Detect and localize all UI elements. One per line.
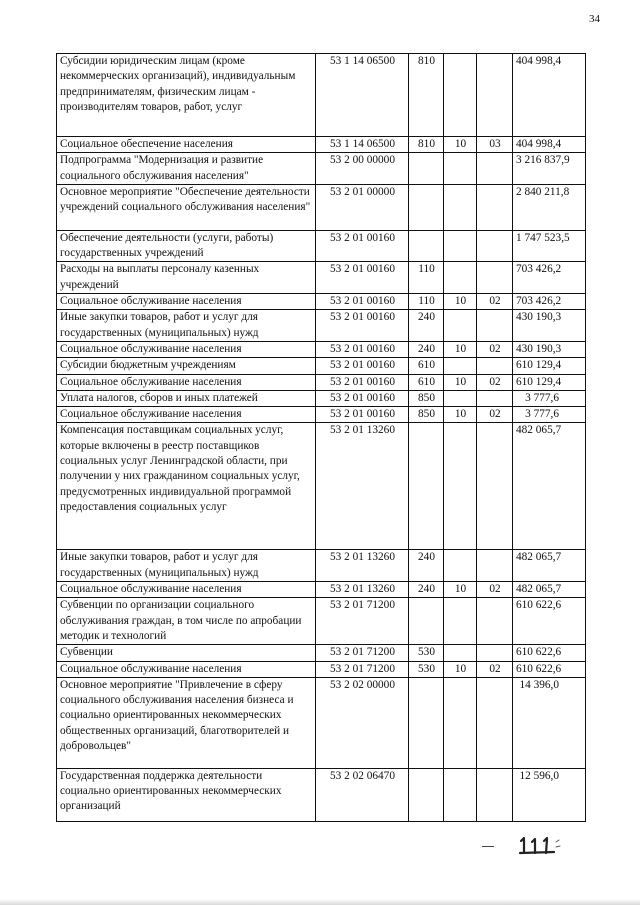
cell-vr (409, 768, 444, 821)
cell-name: Обеспечение деятельности (услуги, работы) государственных учреждений (57, 230, 316, 262)
cell-sum: 404 998,4 (513, 137, 586, 153)
table-row (57, 550, 586, 582)
cell-name: Иные закупки товаров, работ и услуг для государственных (муниципальных) нужд (57, 310, 316, 342)
cell-rz: 10 (444, 582, 477, 598)
cell-sum: 3 777,6 (513, 407, 586, 423)
cell-sum: 610 622,6 (513, 598, 586, 645)
cell-vr: 110 (409, 294, 444, 310)
cell-rz (444, 768, 477, 821)
table-row (57, 310, 586, 342)
cell-code: 53 2 01 71200 (316, 598, 409, 645)
cell-rz: 10 (444, 661, 477, 677)
cell-name: Социальное обслуживание населения (57, 661, 316, 677)
cell-pr (477, 184, 513, 230)
cell-vr: 530 (409, 661, 444, 677)
cell-rz (444, 184, 477, 230)
cell-sum: 703 426,2 (513, 294, 586, 310)
cell-rz (444, 677, 477, 768)
table-row (57, 677, 586, 768)
cell-code: 53 2 01 00160 (316, 230, 409, 262)
cell-vr: 240 (409, 582, 444, 598)
cell-name: Иные закупки товаров, работ и услуг для государственных (муниципальных) нужд (57, 550, 316, 582)
cell-rz: 10 (444, 137, 477, 153)
cell-sum: 3 216 837,9 (513, 153, 586, 185)
table-row (57, 262, 586, 294)
table-row (57, 230, 586, 262)
cell-rz: 10 (444, 407, 477, 423)
cell-rz (444, 423, 477, 550)
table-row (57, 598, 586, 645)
cell-code: 53 2 01 00160 (316, 310, 409, 342)
cell-pr: 02 (477, 407, 513, 423)
cell-name: Подпрограмма "Модернизация и развитие социального обслуживания населения" (57, 153, 316, 185)
cell-name: Государственная поддержка деятельности социально ориентированных некоммерческих организаций (57, 768, 316, 821)
cell-rz: 10 (444, 341, 477, 357)
cell-vr: 240 (409, 550, 444, 582)
table-row (57, 184, 586, 230)
cell-sum: 610 129,4 (513, 358, 586, 374)
cell-rz (444, 550, 477, 582)
cell-vr: 810 (409, 54, 444, 137)
cell-rz (444, 153, 477, 185)
cell-pr (477, 390, 513, 406)
cell-rz: 10 (444, 374, 477, 390)
cell-code: 53 2 01 00000 (316, 184, 409, 230)
cell-rz (444, 310, 477, 342)
cell-sum: 404 998,4 (513, 54, 586, 137)
cell-pr (477, 358, 513, 374)
cell-sum: 1 747 523,5 (513, 230, 586, 262)
cell-vr (409, 230, 444, 262)
cell-vr (409, 423, 444, 550)
cell-code: 53 2 01 00160 (316, 390, 409, 406)
cell-pr (477, 54, 513, 137)
handwritten-page-mark-icon (518, 834, 564, 856)
budget-table (56, 53, 586, 822)
cell-name: Компенсация поставщикам социальных услуг, которые включены в реестр поставщиков социальных услуг Ленинградской области, при получении у них гражданином социальных услуг, предусмотренных индивидуальной программой предоставления социальных услуг (57, 423, 316, 550)
cell-vr (409, 153, 444, 185)
cell-vr: 610 (409, 358, 444, 374)
table-row (57, 407, 586, 423)
cell-rz (444, 54, 477, 137)
cell-name: Основное мероприятие "Привлечение в сферу социального обслуживания населения бизнеса и социально ориентированных некоммерческих общественных организаций, благотворителей и добровольцев" (57, 677, 316, 768)
table-row (57, 374, 586, 390)
cell-code: 53 2 02 06470 (316, 768, 409, 821)
page-number: 34 (589, 13, 600, 25)
cell-pr: 02 (477, 582, 513, 598)
table-row (57, 137, 586, 153)
cell-pr (477, 598, 513, 645)
table-row (57, 582, 586, 598)
cell-rz (444, 358, 477, 374)
cell-pr (477, 230, 513, 262)
cell-name: Субвенции (57, 645, 316, 661)
cell-pr (477, 262, 513, 294)
cell-name: Основное мероприятие "Обеспечение деятельности учреждений социального обслуживания населения" (57, 184, 316, 230)
cell-pr: 02 (477, 294, 513, 310)
cell-sum: 610 622,6 (513, 661, 586, 677)
cell-name: Социальное обслуживание населения (57, 294, 316, 310)
cell-sum: 610 622,6 (513, 645, 586, 661)
cell-sum: 14 396,0 (513, 677, 586, 768)
cell-code: 53 2 00 00000 (316, 153, 409, 185)
cell-name: Социальное обслуживание населения (57, 374, 316, 390)
page-dash (482, 846, 494, 847)
cell-code: 53 2 01 71200 (316, 645, 409, 661)
table-row (57, 358, 586, 374)
cell-vr: 850 (409, 390, 444, 406)
cell-rz (444, 230, 477, 262)
cell-name: Социальное обслуживание населения (57, 582, 316, 598)
cell-pr (477, 423, 513, 550)
table-row (57, 341, 586, 357)
cell-sum: 430 190,3 (513, 310, 586, 342)
cell-sum: 3 777,6 (513, 390, 586, 406)
cell-rz (444, 262, 477, 294)
cell-sum: 703 426,2 (513, 262, 586, 294)
cell-vr: 110 (409, 262, 444, 294)
cell-sum: 482 065,7 (513, 550, 586, 582)
cell-name: Социальное обеспечение населения (57, 137, 316, 153)
cell-vr (409, 677, 444, 768)
cell-code: 53 2 01 00160 (316, 341, 409, 357)
cell-rz (444, 598, 477, 645)
table-row (57, 54, 586, 137)
cell-code: 53 2 01 13260 (316, 423, 409, 550)
cell-pr (477, 153, 513, 185)
table-row (57, 768, 586, 821)
cell-code: 53 1 14 06500 (316, 54, 409, 137)
cell-rz (444, 645, 477, 661)
cell-code: 53 1 14 06500 (316, 137, 409, 153)
table-row (57, 661, 586, 677)
cell-name: Социальное обслуживание населения (57, 341, 316, 357)
cell-vr: 240 (409, 310, 444, 342)
cell-sum: 430 190,3 (513, 341, 586, 357)
cell-vr: 530 (409, 645, 444, 661)
cell-pr: 02 (477, 374, 513, 390)
cell-vr: 610 (409, 374, 444, 390)
cell-name: Расходы на выплаты персоналу казенных учреждений (57, 262, 316, 294)
scan-edge (0, 899, 640, 905)
cell-pr (477, 645, 513, 661)
cell-pr (477, 677, 513, 768)
cell-rz: 10 (444, 294, 477, 310)
cell-code: 53 2 01 00160 (316, 262, 409, 294)
cell-code: 53 2 02 00000 (316, 677, 409, 768)
cell-code: 53 2 01 00160 (316, 407, 409, 423)
cell-code: 53 2 01 71200 (316, 661, 409, 677)
table-row (57, 423, 586, 550)
cell-code: 53 2 01 13260 (316, 550, 409, 582)
cell-code: 53 2 01 00160 (316, 374, 409, 390)
cell-sum: 482 065,7 (513, 423, 586, 550)
cell-vr: 810 (409, 137, 444, 153)
table-row (57, 294, 586, 310)
cell-code: 53 2 01 00160 (316, 294, 409, 310)
table-row (57, 645, 586, 661)
cell-name: Субвенции по организации социального обслуживания граждан, в том числе по апробации методик и технологий (57, 598, 316, 645)
cell-rz (444, 390, 477, 406)
cell-sum: 610 129,4 (513, 374, 586, 390)
cell-vr: 240 (409, 341, 444, 357)
cell-pr: 03 (477, 137, 513, 153)
cell-pr (477, 768, 513, 821)
cell-sum: 12 596,0 (513, 768, 586, 821)
cell-name: Субсидии бюджетным учреждениям (57, 358, 316, 374)
cell-code: 53 2 01 13260 (316, 582, 409, 598)
cell-vr: 850 (409, 407, 444, 423)
cell-name: Уплата налогов, сборов и иных платежей (57, 390, 316, 406)
cell-vr (409, 598, 444, 645)
cell-pr (477, 310, 513, 342)
cell-sum: 482 065,7 (513, 582, 586, 598)
table-row (57, 153, 586, 185)
cell-pr: 02 (477, 341, 513, 357)
table-row (57, 390, 586, 406)
cell-pr: 02 (477, 661, 513, 677)
cell-pr (477, 550, 513, 582)
cell-code: 53 2 01 00160 (316, 358, 409, 374)
cell-sum: 2 840 211,8 (513, 184, 586, 230)
cell-vr (409, 184, 444, 230)
cell-name: Субсидии юридическим лицам (кроме некоммерческих организаций), индивидуальным предпринимателям, физическим лицам - производителям товаров, работ, услуг (57, 54, 316, 137)
cell-name: Социальное обслуживание населения (57, 407, 316, 423)
